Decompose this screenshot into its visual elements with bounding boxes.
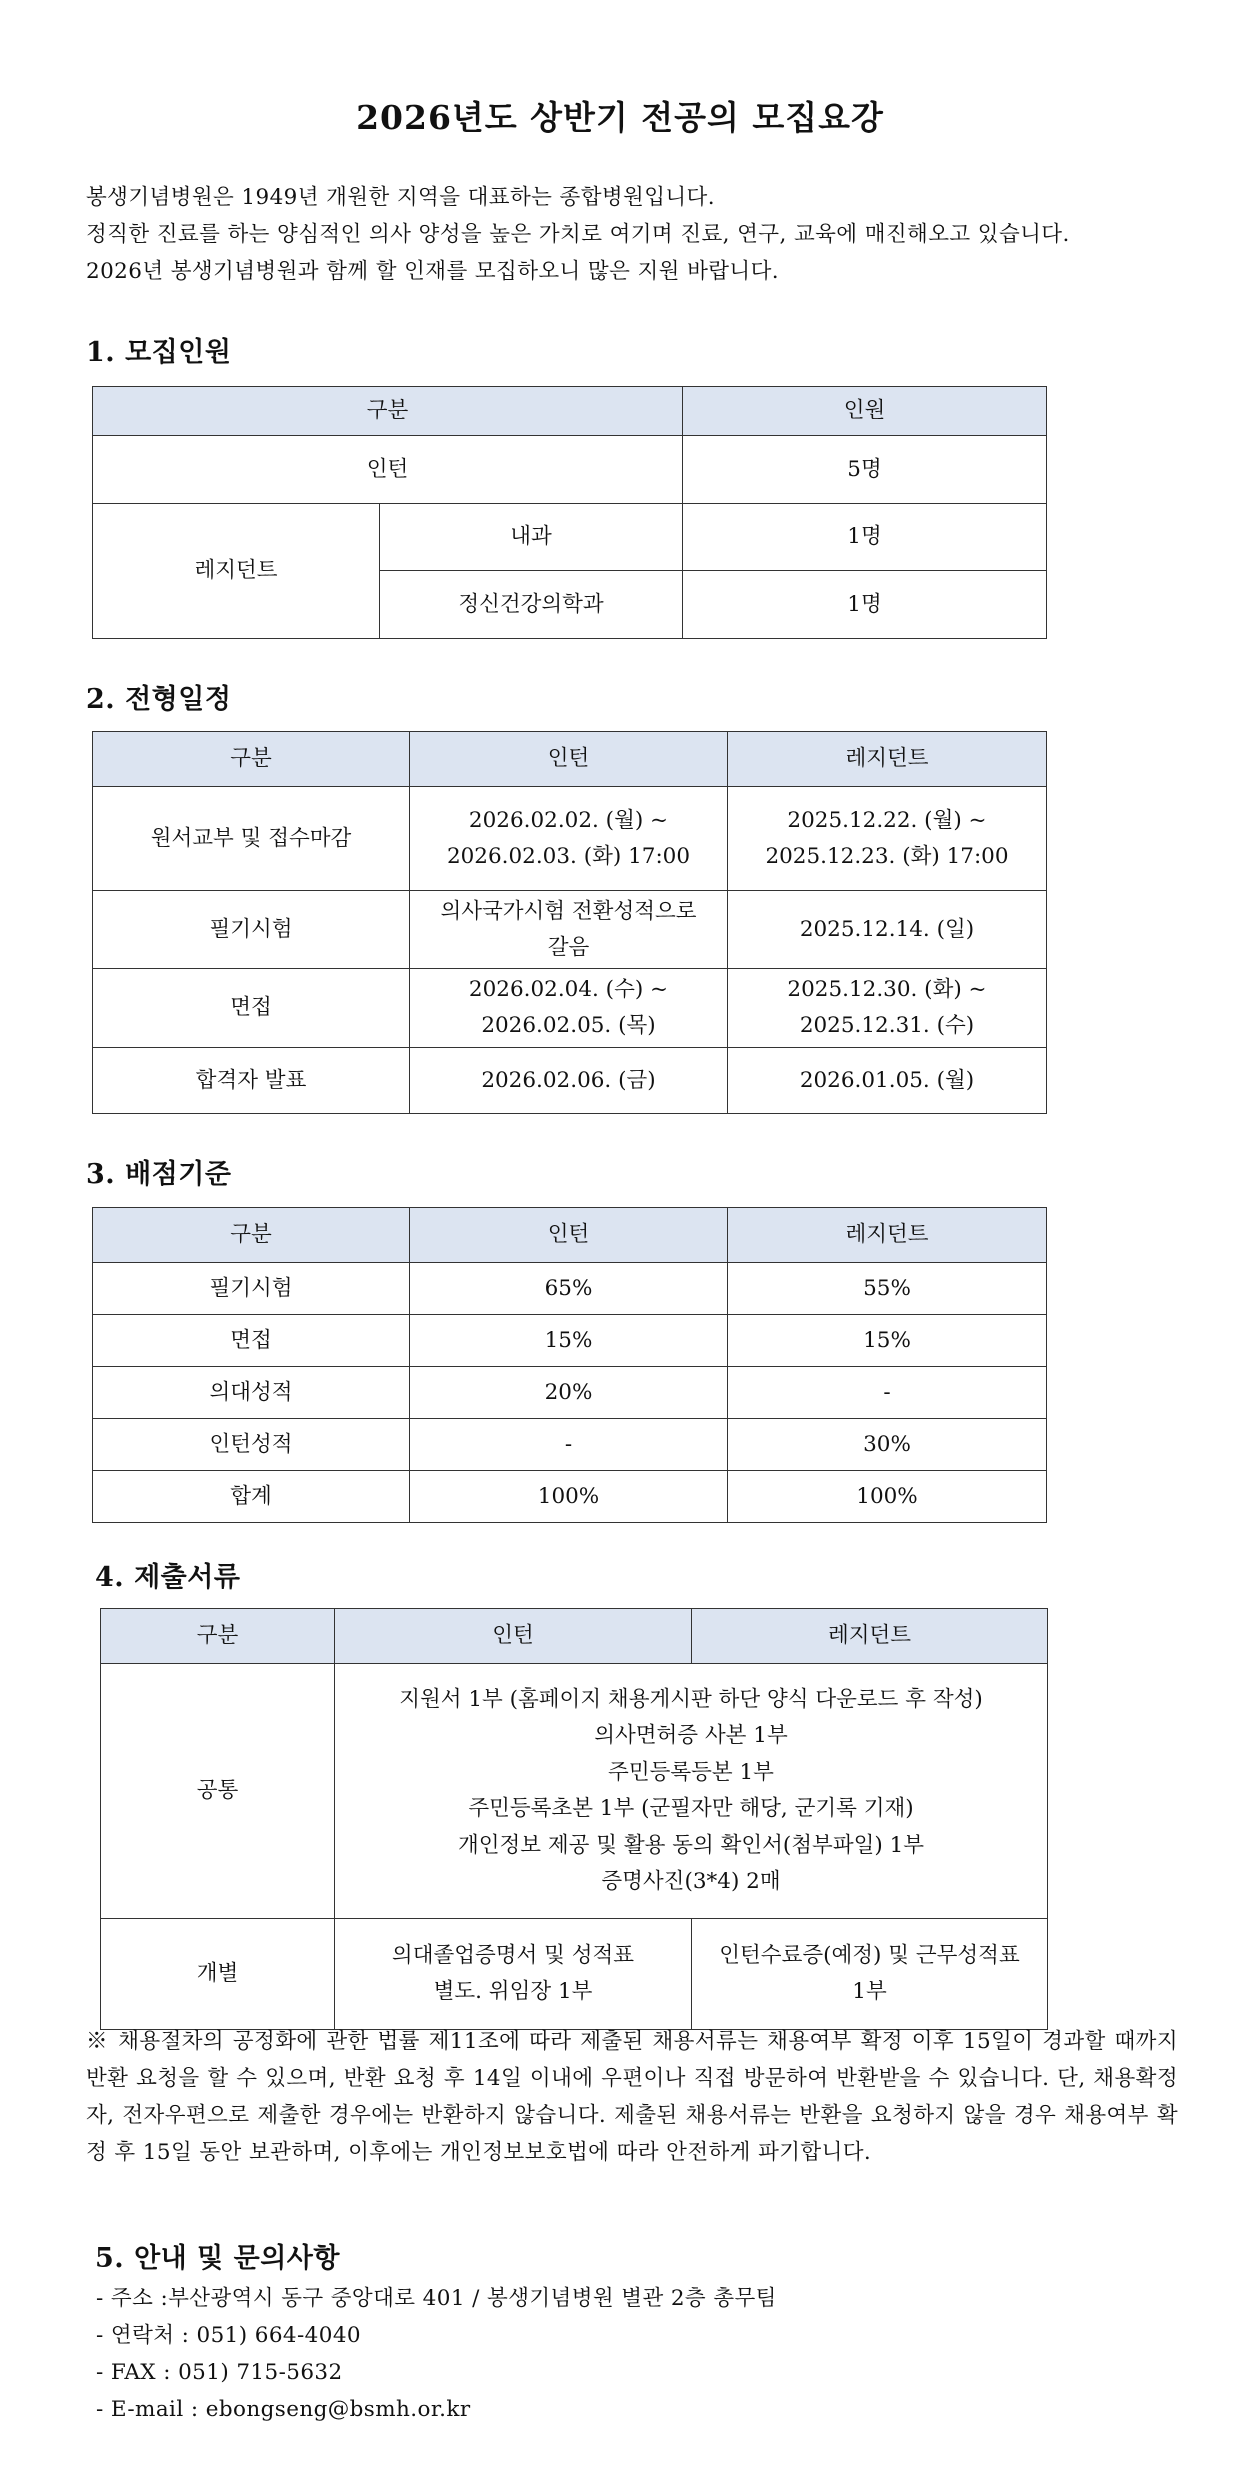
table-row	[93, 1048, 1047, 1114]
table-header: 인턴	[410, 732, 728, 787]
schedule-intern-line: 2026.02.04. (수) ~	[468, 977, 669, 1002]
section-heading-documents: 4. 제출서류	[95, 1562, 241, 1593]
row-label-resident: 레지던트	[93, 504, 380, 639]
scoring-intern: 65%	[410, 1263, 728, 1315]
resident-count: 1명	[683, 504, 1047, 571]
list-item: 의사면허증 사본 1부	[594, 1723, 788, 1748]
list-item: 주민등록초본 1부 (군필자만 해당, 군기록 기재)	[468, 1796, 914, 1821]
documents-individual-resident	[692, 1919, 1048, 2030]
schedule-intern	[410, 969, 728, 1048]
table-row	[93, 1263, 1047, 1315]
list-item: 인턴수료증(예정) 및 근무성적표	[719, 1943, 1020, 1968]
section-heading-scoring: 3. 배점기준	[86, 1159, 232, 1190]
schedule-intern-line: 2026.02.05. (목)	[481, 1013, 656, 1038]
contact-fax: - FAX : 051) 715-5632	[96, 2360, 343, 2385]
table-row	[93, 1315, 1047, 1367]
scoring-resident: 55%	[728, 1263, 1047, 1315]
scoring-label: 인턴성적	[93, 1419, 410, 1471]
schedule-intern	[410, 787, 728, 891]
scoring-resident: 15%	[728, 1315, 1047, 1367]
contact-address: - 주소 :부산광역시 동구 중앙대로 401 / 봉생기념병원 별관 2층 총무팀	[96, 2286, 777, 2311]
table-header: 구분	[93, 387, 683, 436]
table-row	[93, 891, 1047, 969]
table-row	[101, 1664, 1048, 1919]
documents-common-list	[335, 1664, 1048, 1919]
table-header: 구분	[101, 1609, 335, 1664]
recruit-table	[92, 386, 1047, 639]
section-heading-schedule: 2. 전형일정	[86, 684, 232, 715]
scoring-intern: 20%	[410, 1367, 728, 1419]
schedule-resident-line: 2026.01.05. (월)	[799, 1067, 975, 1093]
list-item: 의대졸업증명서 및 성적표	[391, 1943, 635, 1968]
list-item: 지원서 1부 (홈페이지 채용게시판 하단 양식 다운로드 후 작성)	[399, 1686, 983, 1712]
scoring-table	[92, 1207, 1047, 1523]
scoring-intern: 15%	[410, 1315, 728, 1367]
intro-text	[86, 183, 1176, 294]
schedule-label: 합격자 발표	[93, 1048, 410, 1114]
contact-phone: - 연락처 : 051) 664-4040	[96, 2323, 361, 2348]
schedule-intern	[410, 1048, 728, 1114]
resident-dept: 내과	[380, 504, 683, 571]
list-item: 별도. 위임장 1부	[433, 1979, 593, 2004]
list-item: 개인정보 제공 및 활용 동의 확인서(첨부파일) 1부	[457, 1832, 925, 1858]
list-item: 1부	[852, 1979, 887, 2004]
schedule-intern	[410, 891, 728, 969]
table-header: 구분	[93, 1208, 410, 1263]
table-row	[93, 787, 1047, 891]
table-header: 레지던트	[728, 1208, 1047, 1263]
schedule-resident-line: 2025.12.22. (월) ~	[787, 807, 987, 833]
table-row	[93, 1471, 1047, 1523]
table-row	[93, 969, 1047, 1048]
list-item: 주민등록등본 1부	[608, 1759, 774, 1785]
documents-individual-intern	[335, 1919, 692, 2030]
schedule-resident-line: 2025.12.14. (일)	[799, 916, 975, 942]
list-item: 증명사진(3*4) 2매	[601, 1869, 781, 1894]
documents-common-label: 공통	[101, 1664, 335, 1919]
schedule-resident-line: 2025.12.31. (수)	[799, 1013, 975, 1038]
scoring-label: 의대성적	[93, 1367, 410, 1419]
resident-dept: 정신건강의학과	[380, 571, 683, 639]
schedule-resident	[728, 891, 1047, 969]
contact-info	[96, 2280, 1096, 2428]
schedule-resident-line: 2025.12.30. (화) ~	[787, 977, 987, 1002]
scoring-intern: 100%	[410, 1471, 728, 1523]
return-policy-notice: ※ 채용절차의 공정화에 관한 법률 제11조에 따라 제출된 채용서류는 채용여부 확정 이후 15일이 경과할 때까지 반환 요청을 할 수 있으며, 반환 요청 후 14일 이내에 우편이나 직접 방문하여 반환받을 수 있습니다. 단, 채용확정자, 전자우편으로 제출한 경우에는 반환하지 않습니다. 제출된 채용서류는 반환을 요청하지 않을 경우 채용여부 확정 후 15일 동안 보관하며, 이후에는 개인정보보호법에 따라 안전하게 파기합니다.	[86, 2029, 1178, 2165]
documents-individual-label: 개별	[101, 1919, 335, 2030]
documents-table	[100, 1608, 1048, 2030]
scoring-resident: -	[728, 1367, 1047, 1419]
section-heading-contact: 5. 안내 및 문의사항	[95, 2243, 340, 2274]
table-header: 레지던트	[692, 1609, 1048, 1664]
row-label-intern: 인턴	[93, 436, 683, 504]
scoring-resident: 30%	[728, 1419, 1047, 1471]
scoring-label: 면접	[93, 1315, 410, 1367]
scoring-label: 필기시험	[93, 1263, 410, 1315]
intern-count: 5명	[683, 436, 1047, 504]
intro-line: 봉생기념병원은 1949년 개원한 지역을 대표하는 종합병원입니다.	[86, 185, 715, 210]
schedule-label: 필기시험	[93, 891, 410, 969]
schedule-resident	[728, 787, 1047, 891]
schedule-intern-line: 2026.02.06. (금)	[481, 1067, 656, 1093]
scoring-intern: -	[410, 1419, 728, 1471]
table-header: 구분	[93, 732, 410, 787]
table-row	[93, 1419, 1047, 1471]
table-header: 레지던트	[728, 732, 1047, 787]
scoring-label: 합계	[93, 1471, 410, 1523]
schedule-label: 원서교부 및 접수마감	[93, 787, 410, 891]
schedule-intern-line: 2026.02.02. (월) ~	[468, 807, 669, 833]
schedule-intern-line: 의사국가시험 전환성적으로	[440, 898, 697, 924]
table-header: 인원	[683, 387, 1047, 436]
resident-count: 1명	[683, 571, 1047, 639]
table-header: 인턴	[335, 1609, 692, 1664]
schedule-resident	[728, 969, 1047, 1048]
schedule-label: 면접	[93, 969, 410, 1048]
table-row	[101, 1919, 1048, 2030]
schedule-intern-line: 갈음	[547, 934, 590, 960]
table-header: 인턴	[410, 1208, 728, 1263]
scoring-resident: 100%	[728, 1471, 1047, 1523]
schedule-resident-line: 2025.12.23. (화) 17:00	[765, 843, 1009, 869]
section-heading-recruit: 1. 모집인원	[86, 337, 232, 368]
intro-line: 정직한 진료를 하는 양심적인 의사 양성을 높은 가치로 여기며 진료, 연구, 교육에 매진해오고 있습니다.	[86, 222, 1070, 247]
table-row	[93, 1367, 1047, 1419]
schedule-intern-line: 2026.02.03. (화) 17:00	[446, 843, 691, 869]
page-title: 2026년도 상반기 전공의 모집요강	[356, 98, 884, 137]
schedule-table	[92, 731, 1047, 1114]
contact-email[interactable]: - E-mail : ebongseng@bsmh.or.kr	[96, 2397, 471, 2422]
schedule-resident	[728, 1048, 1047, 1114]
intro-line: 2026년 봉생기념병원과 함께 할 인재를 모집하오니 많은 지원 바랍니다.	[86, 259, 779, 284]
